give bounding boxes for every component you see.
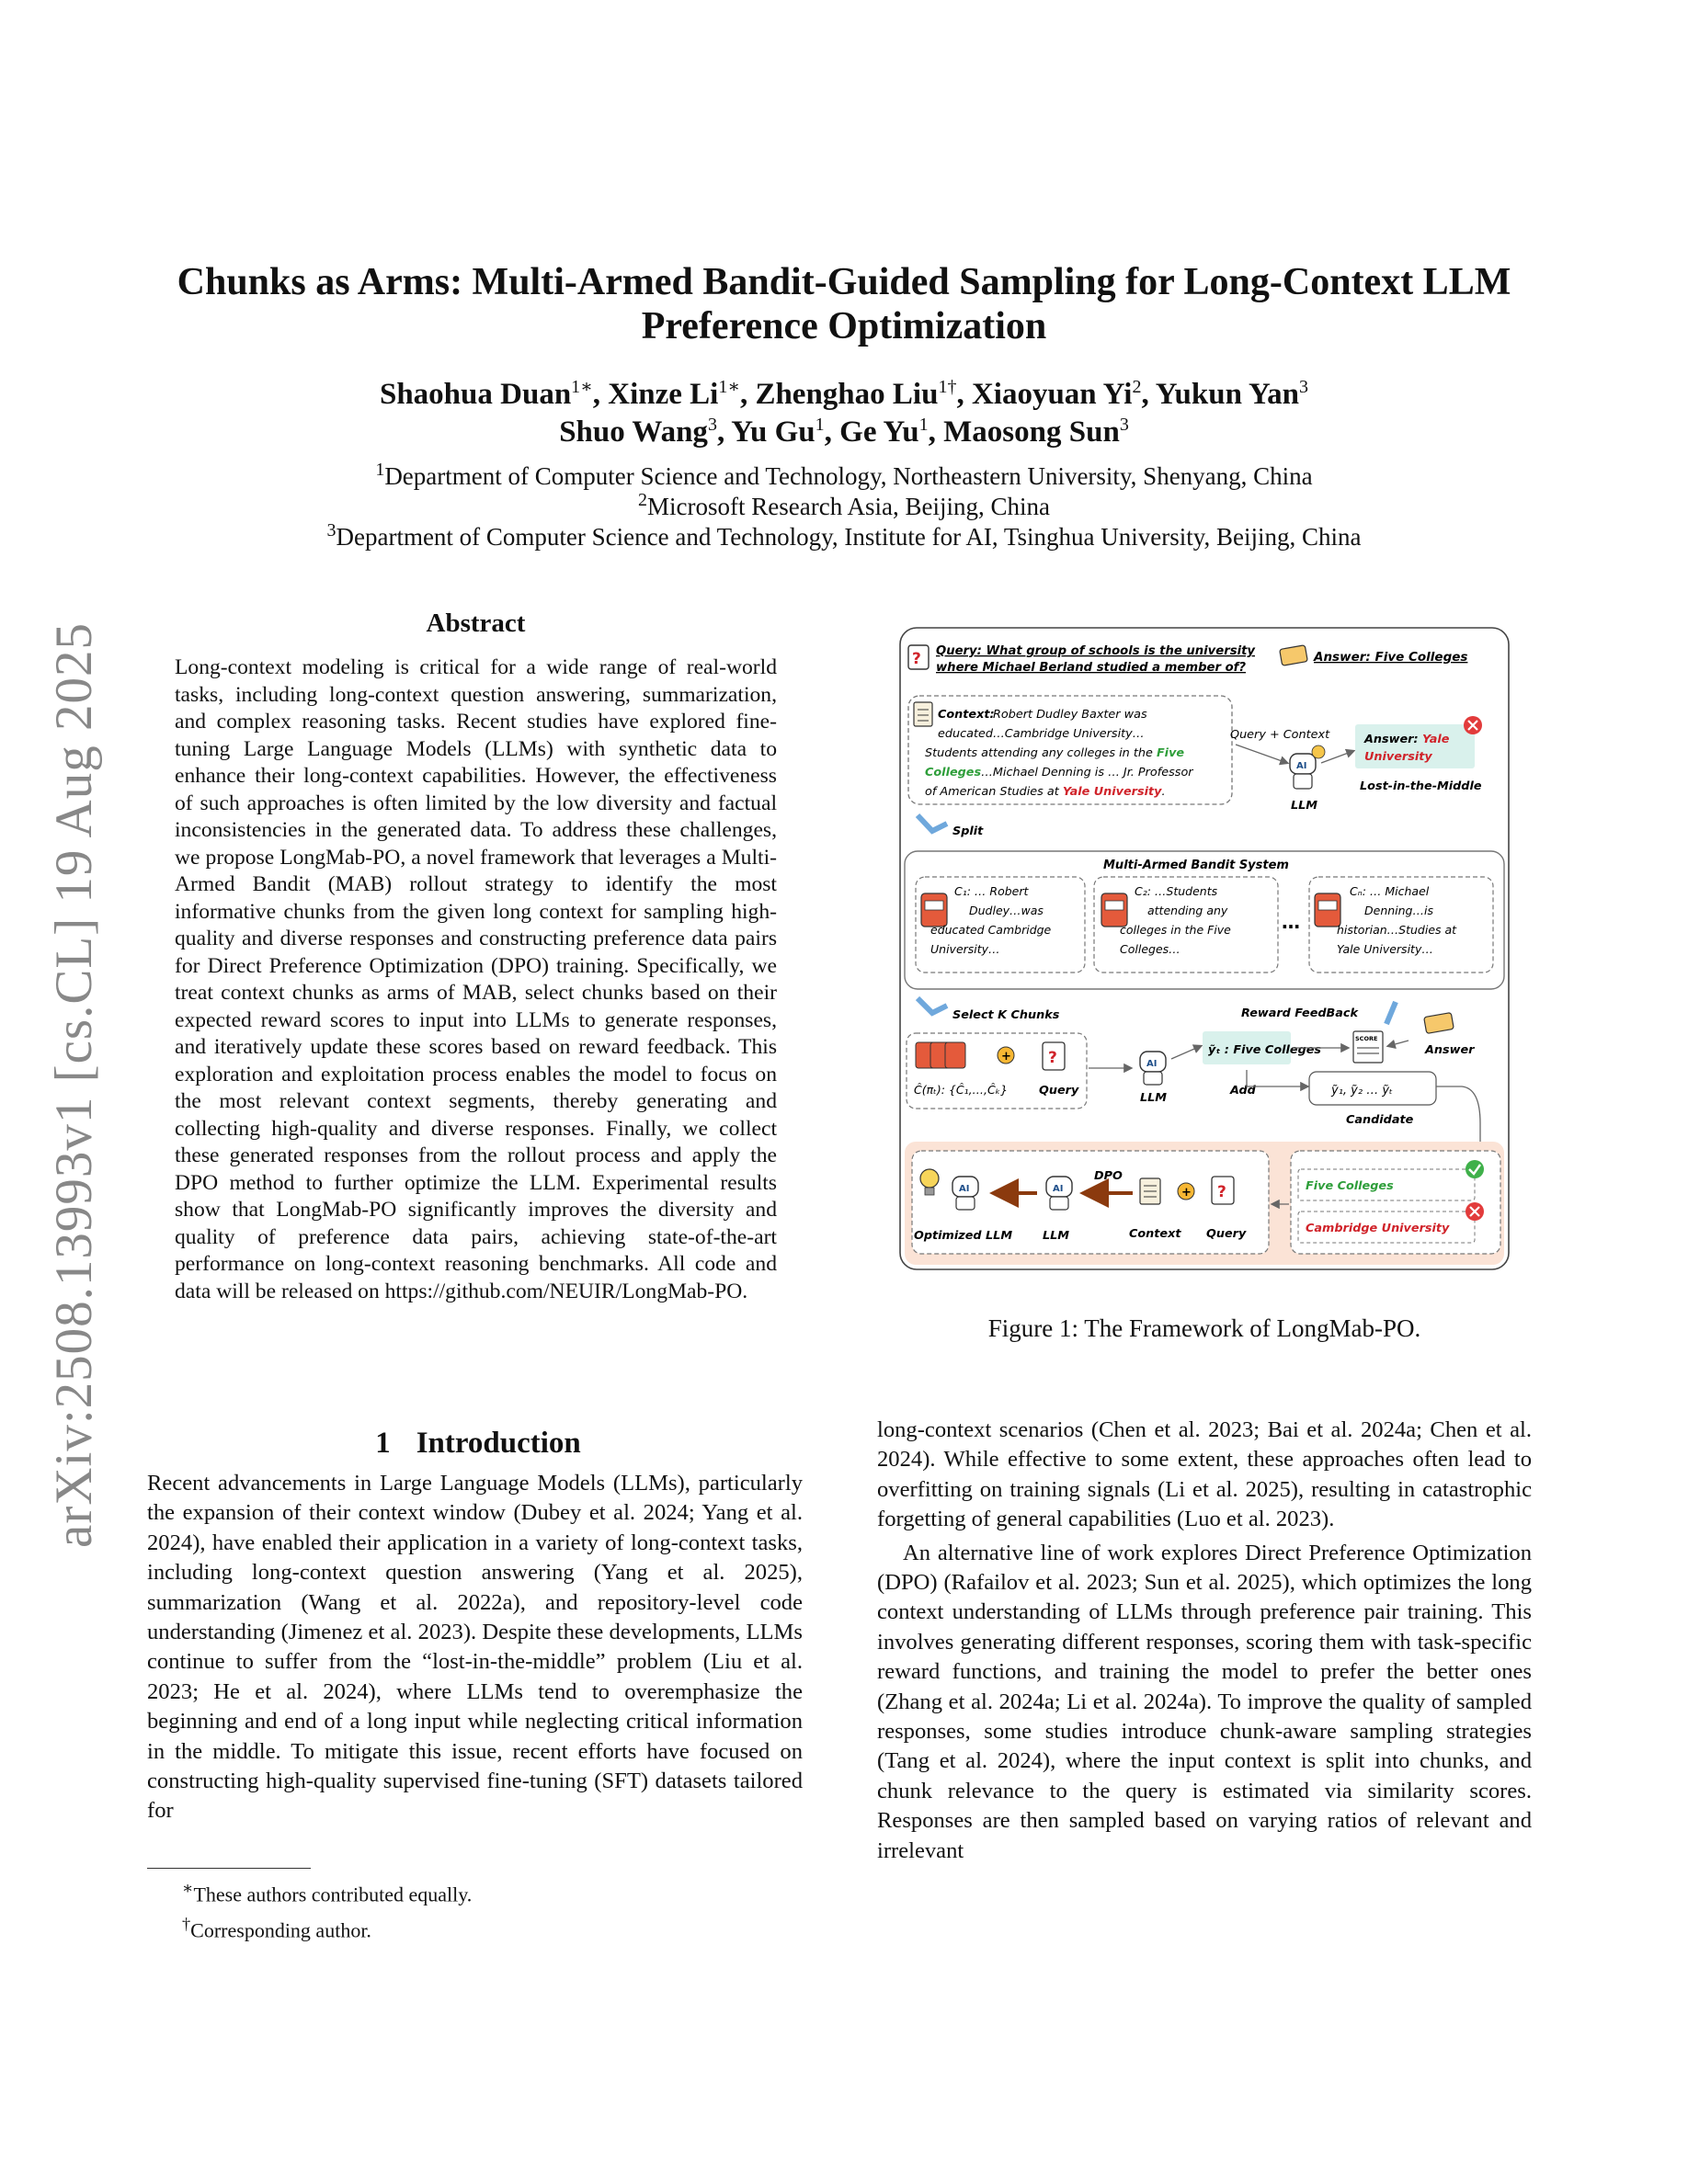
- add-label: Add: [1230, 1084, 1256, 1098]
- svg-text:+: +: [1001, 1050, 1011, 1064]
- chosen-answer: Five Colleges: [1306, 1179, 1394, 1193]
- robot-label: AI: [1296, 761, 1307, 771]
- affiliations: [138, 461, 1550, 552]
- chunk-n-line-3: historian…Studies at: [1337, 923, 1457, 937]
- robot-label: AI: [1053, 1184, 1064, 1194]
- chunk-n-line-2: Denning…is: [1364, 904, 1433, 917]
- svg-text:Answer: Yale: [1363, 733, 1450, 746]
- slot-machine-icon: [921, 893, 947, 927]
- author-name: Yukun Yan: [1155, 378, 1300, 411]
- select-k-label: Select K Chunks: [952, 1008, 1060, 1022]
- abstract-text: Long-context modeling is critical for a wide range of real-world tasks, including long-context question answering, summarization, and complex reasoning tasks. Recent studies have explored fine-tuning Large Language Models (LLMs) with synthetic data to enhance their long-context capabilities. However, the effectiveness of such approaches is often limited by the low diversity and factual inconsistencies in the generated data. To address these challenges, we propose LongMab-PO, a novel framework that leverages a Multi-Armed Bandit (MAB) rollout strategy to identify the most informative chunks from the given long context for sampling high-quality and diverse responses and constructing preference data pairs for Direct Preference Optimization (DPO) training. Specifically, we treat context chunks as arms of MAB, select chunks based on their expected reward scores to input into LLMs to generate responses, and iteratively update these scores based on reward feedback. This exploration and exploitation process enables the model to focus on the most relevant context segments, thereby generating and collecting high-quality and diverse responses. Finally, we collect these generated responses from the rollout process and apply the DPO method to further optimize the LLM. Experimental results show that LongMab-PO significantly improves the diversity and quality of preference data pairs, achieving state-of-the-art performance on long-context reasoning benchmarks. All code and data will be released on https://github.com/NEUIR/LongMab-PO.: [175, 655, 777, 1303]
- context-label: Context:: [938, 708, 995, 722]
- robot-icon: [952, 1177, 978, 1210]
- paragraph: An alternative line of work explores Direct Preference Optimization (DPO) (Rafailov et al. 2023; Sun et al. 2025), which optimizes the long context understanding of LLMs through preference pair training. This involves generating different responses, scoring them with task-specific reward functions, and training the model to prefer the better ones (Zhang et al. 2024a; Li et al. 2024a). To improve the quality of sampled responses, some studies introduce chunk-aware sampling strategies (Tang et al. 2024), where the input context is split into chunks, and chunk relevance to the query is estimated via similarity scores. Responses are then sampled based on varying ratios of relevant and irrelevant: [877, 1540, 1532, 1863]
- framework-figure: [899, 627, 1510, 1270]
- answer-top: Answer: Five Colleges: [1314, 650, 1468, 665]
- affiliation-sup: 3: [326, 520, 336, 540]
- intro-heading: [147, 1427, 809, 1461]
- footnote: [147, 1873, 472, 1909]
- context-line-3a: Students attending any colleges in the: [925, 746, 1157, 760]
- candidate-label: Candidate: [1346, 1113, 1414, 1127]
- author-name: Zhenghao Liu: [755, 378, 939, 411]
- chunk-set: Ĉ(πₜ): {Ĉ₁,…,Ĉₖ}: [914, 1083, 1009, 1097]
- svg-text:+: +: [1181, 1186, 1192, 1200]
- context-line-3b: Five: [1156, 746, 1185, 760]
- affiliation: [138, 522, 1550, 552]
- author-line-2: Shuo Wang$^3$, Yu Gu$^1$, Ge Yu$^1$, Maosong Sun$^3$: [559, 415, 1129, 449]
- query-text-2: where Michael Berland studied a member of?: [936, 661, 1247, 675]
- slot-machine-icon: [1101, 893, 1127, 927]
- context-line-1: Robert Dudley Baxter was: [993, 708, 1147, 722]
- context-line-4a: Colleges: [925, 766, 982, 779]
- affiliation: [138, 492, 1550, 522]
- chunk-2-line-4: Colleges…: [1120, 942, 1180, 956]
- author-line-1: Shaohua Duan$^{1∗}$, Xinze $Li^{1∗}$, Zhenghao Liu$^{1\dagger}$, Xiaoyuan Yi$^2$, Yukun Yan$^3$: [379, 377, 1309, 411]
- chunk-2-line-3: colleges in the Five: [1120, 923, 1231, 937]
- paragraph: long-context scenarios (Chen et al. 2023; Bai et al. 2024a; Chen et al. 2024). While effective to some extent, these approaches often lead to overfitting on training signals (Li et al. 2025), resulting in catastrophic forgetting of general capabilities (Luo et al. 2023).: [877, 1417, 1532, 1532]
- intro-left-column: Recent advancements in Large Language Models (LLMs), particularly the expansion of their context window (Dubey et al. 2024; Yang et al. 2024), have enabled their application in a variety of long-context tasks, including long-context question answering (Yang et al. 2025), summarization (Wang et al. 2022a), and repository-level code understanding (Jimenez et al. 2023). Despite these developments, LLMs continue to suffer from the “lost-in-the-middle” problem (Liu et al. 2023; He et al. 2024), where LLMs tend to overemphasize the beginning and end of a long input while neglecting critical information in the middle. To mitigate this issue, recent efforts have focused on constructing high-quality supervised fine-tuning (SFT) datasets tailored for: [147, 1471, 803, 1824]
- author-name: Shuo Wang: [559, 415, 708, 449]
- footnotes: [147, 1873, 472, 1946]
- cross-icon: [1464, 716, 1482, 734]
- wrong-answer-prefix: Answer:: [1364, 733, 1423, 746]
- author-sup: 1: [815, 415, 825, 435]
- author-sup: 1†: [938, 377, 957, 397]
- affiliation-text: Microsoft Research Asia, Beijing, China: [647, 493, 1050, 520]
- answer-label: Answer: [1425, 1043, 1475, 1057]
- footnote: [147, 1909, 472, 1945]
- affiliation-sup: 2: [638, 490, 648, 510]
- lost-in-middle: Lost-in-the-Middle: [1360, 779, 1482, 793]
- arxiv-id: arXiv:2508.13993v1 [cs.CL] 19 Aug 2025: [44, 621, 103, 1548]
- robot-label: AI: [1146, 1059, 1158, 1069]
- query-plus-context: Query + Context: [1230, 728, 1330, 742]
- slot-machine-icon: [1315, 893, 1340, 927]
- chunk-n-line-1: Cₙ: … Michael: [1350, 884, 1430, 898]
- author-name: Xinze Li: [608, 378, 719, 411]
- footnote-mark: ∗: [182, 1879, 194, 1897]
- footnote-divider: [147, 1868, 311, 1869]
- optimized-llm-label: Optimized LLM: [914, 1229, 1013, 1243]
- question-icon: [1043, 1042, 1065, 1070]
- author-sup: 3: [707, 415, 717, 435]
- author-name: Yu Gu: [731, 415, 815, 449]
- author-sup: 3: [1119, 415, 1129, 435]
- intro-right-column: [877, 1416, 1532, 1866]
- svg-text:of American Studies at Yale Un: [925, 785, 1166, 799]
- score-label: SCORE: [1355, 1035, 1378, 1042]
- svg-text:Students attending any college: [925, 746, 1184, 760]
- chunk-n-line-4: Yale University…: [1337, 942, 1433, 956]
- paper-title: [138, 260, 1550, 348]
- yt-answer: ỹₜ : Five Colleges: [1208, 1043, 1322, 1057]
- author-name: Ge Yu: [839, 415, 919, 449]
- section-number: 1: [375, 1427, 391, 1460]
- author-sup: 1: [918, 415, 929, 435]
- query-text-1: Query: What group of schools is the university: [936, 644, 1255, 658]
- robot-icon: [1046, 1177, 1072, 1210]
- title-line-1: Chunks as Arms: Multi-Armed Bandit-Guided Sampling for Long-Context LLM: [177, 261, 1511, 303]
- query-label-bottom: Query: [1206, 1227, 1247, 1241]
- chunk-2-line-2: attending any: [1147, 904, 1228, 917]
- context-line-5a: of American Studies at: [925, 785, 1063, 799]
- split-label: Split: [952, 825, 984, 838]
- llm-label: LLM: [1043, 1229, 1070, 1243]
- context-line-4b: …Michael Denning is … Jr. Professor: [981, 766, 1193, 779]
- robot-icon: [1140, 1052, 1166, 1085]
- arxiv-sidebar: [46, 588, 101, 1581]
- affiliation: [138, 461, 1550, 492]
- footnote-text: These authors contributed equally.: [193, 1883, 473, 1906]
- author-sup: 2: [1132, 377, 1142, 397]
- query-label: Query: [1039, 1084, 1079, 1098]
- llm-label: LLM: [1140, 1091, 1168, 1105]
- chunk-1-line-4: University…: [930, 942, 1000, 956]
- chunk-ellipsis: …: [1282, 911, 1300, 933]
- context-line-2: educated…Cambridge University…: [938, 727, 1145, 741]
- robot-label: AI: [959, 1184, 970, 1194]
- reward-feedback-label: Reward FeedBack: [1241, 1007, 1359, 1020]
- llm-label: LLM: [1291, 799, 1318, 813]
- author-list: [138, 376, 1550, 451]
- affiliation-text: Department of Computer Science and Technology, Institute for AI, Tsinghua University, Beijing, China: [336, 523, 1362, 551]
- question-icon: [908, 645, 929, 669]
- footnote-mark: †: [182, 1915, 191, 1934]
- svg-text:?: ?: [1217, 1183, 1226, 1201]
- robot-icon: [1290, 754, 1316, 789]
- document-icon: [914, 702, 932, 726]
- author-name: Maosong Sun: [943, 415, 1120, 449]
- confused-emoji-icon: [1312, 745, 1325, 758]
- dpo-label: DPO: [1094, 1169, 1123, 1183]
- chunk-1-line-3: educated Cambridge: [930, 923, 1052, 937]
- context-label-bottom: Context: [1129, 1227, 1181, 1241]
- section-title: Introduction: [416, 1427, 581, 1460]
- author-name: Xiaoyuan Yi: [971, 378, 1133, 411]
- cross-icon: [1466, 1202, 1484, 1221]
- score-icon: [1353, 1031, 1383, 1063]
- footnote-text: Corresponding author.: [190, 1918, 371, 1942]
- chunk-2-line-1: C₂: …Students: [1135, 884, 1218, 898]
- candidate-set: ỹ₁, ỹ₂ … ỹₜ: [1331, 1084, 1393, 1098]
- abstract-heading: Abstract: [426, 609, 526, 638]
- affiliation-sup: 1: [375, 460, 385, 480]
- rejected-answer: Cambridge University: [1306, 1222, 1450, 1235]
- mab-title: Multi-Armed Bandit System: [1103, 859, 1289, 872]
- chunk-1-line-2: Dudley…was: [969, 904, 1044, 917]
- document-icon: [1140, 1178, 1160, 1204]
- svg-text:Colleges…Michael Denning is …: [925, 766, 1193, 779]
- author-sup: 3: [1299, 377, 1309, 397]
- title-line-2: Preference Optimization: [641, 305, 1047, 347]
- chunk-1-line-1: C₁: … Robert: [954, 884, 1029, 898]
- figure-caption: Figure 1: The Framework of LongMab-PO.: [987, 1314, 1421, 1342]
- context-line-5b: Yale University: [1062, 785, 1162, 799]
- svg-text:?: ?: [912, 650, 921, 668]
- affiliation-text: Department of Computer Science and Technology, Northeastern University, Shenyang, China: [384, 462, 1313, 490]
- wrong-answer-university: University: [1364, 750, 1432, 764]
- slot-machines-icon: [916, 1042, 965, 1068]
- author-sup: 1∗: [718, 377, 740, 397]
- check-icon: [1466, 1160, 1484, 1178]
- author-sup: 1∗: [571, 377, 593, 397]
- question-icon: [1212, 1177, 1234, 1204]
- context-line-5c: .: [1161, 785, 1166, 799]
- wrong-answer-yale: Yale: [1422, 733, 1450, 746]
- svg-text:?: ?: [1048, 1049, 1057, 1067]
- author-name: Shaohua Duan: [379, 378, 572, 411]
